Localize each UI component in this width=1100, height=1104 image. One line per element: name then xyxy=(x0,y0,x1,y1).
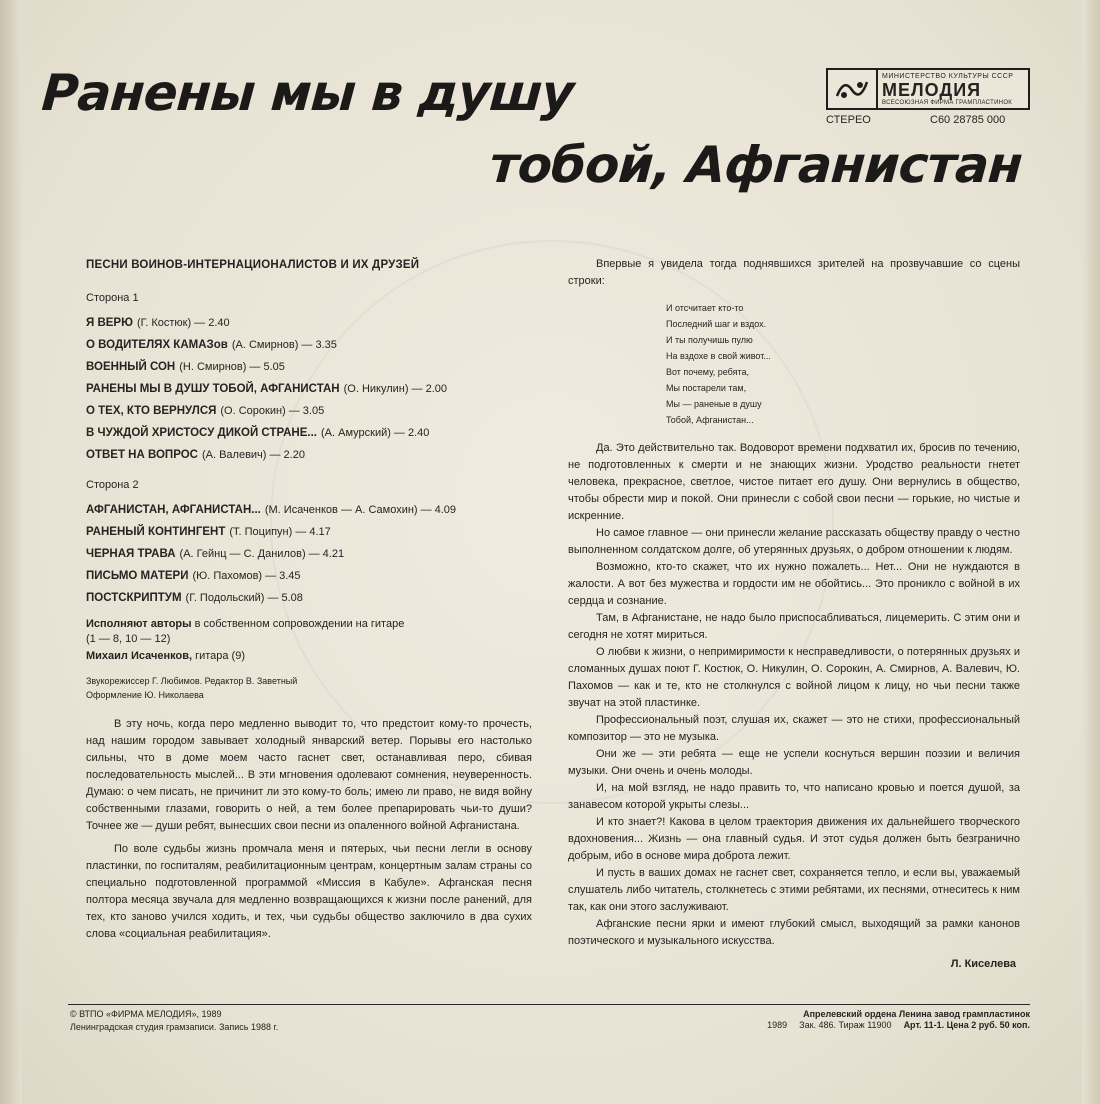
paragraph: Афганские песни ярки и имеют глубокий смысл, выходящий за рамки канонов поэтического и музыкального искусства. xyxy=(568,918,1020,947)
factory-name: Апрелевский ордена Ленина завод грампластинок xyxy=(803,1009,1030,1019)
track-row: О ТЕХ, КТО ВЕРНУЛСЯ (О. Сорокин) — 3.05 xyxy=(86,405,325,417)
label-brand: МЕЛОДИЯ xyxy=(882,79,982,100)
track-row: РАНЕНЫЙ КОНТИНГЕНТ (Т. Поципун) — 4.17 xyxy=(86,526,331,538)
paragraph: О любви к жизни, о непримиримости к несправедливости, о потерянных друзьях и сломанных душах поют Г. Костюк, О. Никулин, О. Сорокин, А. Смирнов, А. Валевич, Ю. Пахомов — как и те, кто не столкнулся с войной лицом к лицу, но чьи песни также звучат на этой пластинке. xyxy=(568,646,1020,709)
track-row: ЧЕРНАЯ ТРАВА (А. Гейнц — С. Данилов) — 4.21 xyxy=(86,548,345,560)
label-ministry: МИНИСТЕРСТВО КУЛЬТУРЫ СССР xyxy=(882,72,1014,80)
copyright-block: © ВТПО «ФИРМА МЕЛОДИЯ», 1989 Ленинградская студия грамзаписи. Запись 1988 г. xyxy=(70,1009,279,1032)
side-1-label: Сторона 1 xyxy=(86,292,139,304)
paragraph: Но самое главное — они принесли желание рассказать обществу правду о честно выполненном солдатском долге, об утерянных друзьях, о добром отношении к людям. xyxy=(568,527,1020,556)
paragraph: Впервые я увидела тогда поднявшихся зрителей на прозвучавшие со сцены строки: xyxy=(568,258,1020,287)
paragraph: По воле судьбы жизнь промчала меня и пятерых, чьи песни легли в основу пластинки, по госпиталям, реабилитационным центрам, концертным залам страны со специально подготовленной программой «Миссия в Кабуле». Афганская песня полтора месяца звучала для медленно возвращающихся к жизни после ранений, для тех, кто заново учился ходить, и тех, чьи судьбы общество заключило в два сухих слова «социальная реабилитация». xyxy=(86,843,532,940)
track-row: Я ВЕРЮ (Г. Костюк) — 2.40 xyxy=(86,317,230,329)
paragraph: Возможно, кто-то скажет, что их нужно пожалеть... Нет... Они не нуждаются в жалости. А вот без мужества и гордости им не обойтись... Это проникло с войной в их сердца и сознание. xyxy=(568,561,1020,607)
paragraph: В эту ночь, когда перо медленно выводит то, что предстоит кому-то прочесть, над нашим городом завывает холодный январский ветер. Порывы его настолько сильны, что в доме моем часто гаснет свет, останавливая перо, сбивая последовательность мыслей... В эти мгновения одолевают сомнения, неуверенность. Думаю: о чем писать, не причинит ли это кому-то боль; имею ли право, не видя войну собственными глазами, говорить о ней, а тем более препарировать чьи-то души? Точнее же — души ребят, вынесших свои песни из опаленного войной Афганистана. xyxy=(86,718,532,832)
paragraph: Там, в Афганистане, не надо было приспосабливаться, лицемерить. С этим они и сегодня не хотят мириться. xyxy=(568,612,1020,641)
performers-note: Исполняют авторы в собственном сопровождении на гитаре (1 — 8, 10 — 12) Михаил Исаченков, гитара (9) xyxy=(86,618,405,662)
album-title-line-1: Ранены мы в душу xyxy=(39,64,576,122)
production-credits: Звукорежиссер Г. Любимов. Редактор В. Заветный Оформление Ю. Николаева xyxy=(86,676,298,700)
stereo-mark: СТЕРЕО xyxy=(826,114,871,126)
track-row: ПОСТСКРИПТУМ (Г. Подольский) — 5.08 xyxy=(86,592,303,604)
paragraph: И, на мой взгляд, не надо править то, что написано кровью и поется душой, за занавесом которой укрыты слезы... xyxy=(568,782,1020,811)
track-row: О ВОДИТЕЛЯХ КАМАЗов (А. Смирнов) — 3.35 xyxy=(86,339,337,351)
catalog-number: С60 28785 000 xyxy=(930,114,1006,126)
track-row: РАНЕНЫ МЫ В ДУШУ ТОБОЙ, АФГАНИСТАН (О. Никулин) — 2.00 xyxy=(86,383,447,395)
sleeve-left-edge xyxy=(0,0,22,1104)
liner-notes-left xyxy=(86,716,532,943)
print-info: 1989 Зак. 486. Тираж 11900 Арт. 11-1. Цена 2 руб. 50 коп. xyxy=(767,1020,1030,1030)
paragraph: И кто знает?! Какова в целом траектория движения их дальнейшего творческого вдохновения... Жизнь — она главный судья. И этот судья должен быть безгранично добрым, ибо в основе мира доброта лежит. xyxy=(568,816,1020,862)
track-row: ВОЕННЫЙ СОН (Н. Смирнов) — 5.05 xyxy=(86,361,285,373)
track-row: АФГАНИСТАН, АФГАНИСТАН... (М. Исаченков — А. Самохин) — 4.09 xyxy=(86,504,457,516)
tracklist-heading: ПЕСНИ ВОИНОВ-ИНТЕРНАЦИОНАЛИСТОВ И ИХ ДРУЗЕЙ xyxy=(86,259,420,271)
label-firm: ВСЕСОЮЗНАЯ ФИРМА ГРАМПЛАСТИНОК xyxy=(882,99,1013,106)
paragraph: Да. Это действительно так. Водоворот времени подхватил их, бросив по течению, не подготовленных к смерти и не знающих жизни. Уродство реальности гнетет человека, прекрасное, светлое, чистое питает его душу. Они вернулись в общество, чтобы обрести мир и покой. Они принесли с собой свои песни — горькие, но чистые и искренние. xyxy=(568,442,1020,522)
liner-notes-right xyxy=(568,256,1020,973)
album-title-line-2: тобой, Афганистан xyxy=(487,136,1024,194)
track-row: ПИСЬМО МАТЕРИ (Ю. Пахомов) — 3.45 xyxy=(86,570,301,582)
melodiya-logo-icon xyxy=(828,70,878,108)
paragraph: Они же — эти ребята — еще не успели коснуться вершин поэзии и величия музыки. Они очень и очень молоды. xyxy=(568,748,1020,777)
track-row: В ЧУЖДОЙ ХРИСТОСУ ДИКОЙ СТРАНЕ... (А. Амурский) — 2.40 xyxy=(86,427,430,439)
footer-divider xyxy=(68,1004,1030,1005)
paragraph: И пусть в ваших домах не гаснет свет, сохраняется тепло, и если вы, уважаемый слушатель либо читатель, столкнетесь с этими ребятами, их песнями, отнеситесь к ним так, как они этого заслуживают. xyxy=(568,867,1020,913)
melodiya-label xyxy=(826,68,1030,110)
poem-quote: И отсчитает кто-то Последний шаг и вздох. И ты получишь пулю На вздохе в свой живот... Вот почему, ребята, Мы постарели там, Мы — раненые в душу Тобой, Афганистан... xyxy=(666,303,771,425)
side-2-label: Сторона 2 xyxy=(86,479,139,491)
author-signature: Л. Киселева xyxy=(950,958,1016,970)
tracklist-column xyxy=(86,256,496,702)
sleeve-right-edge xyxy=(1082,0,1100,1104)
paragraph: Профессиональный поэт, слушая их, скажет — это не стихи, профессиональный композитор — это не музыка. xyxy=(568,714,1020,743)
track-row: ОТВЕТ НА ВОПРОС (А. Валевич) — 2.20 xyxy=(86,449,305,461)
